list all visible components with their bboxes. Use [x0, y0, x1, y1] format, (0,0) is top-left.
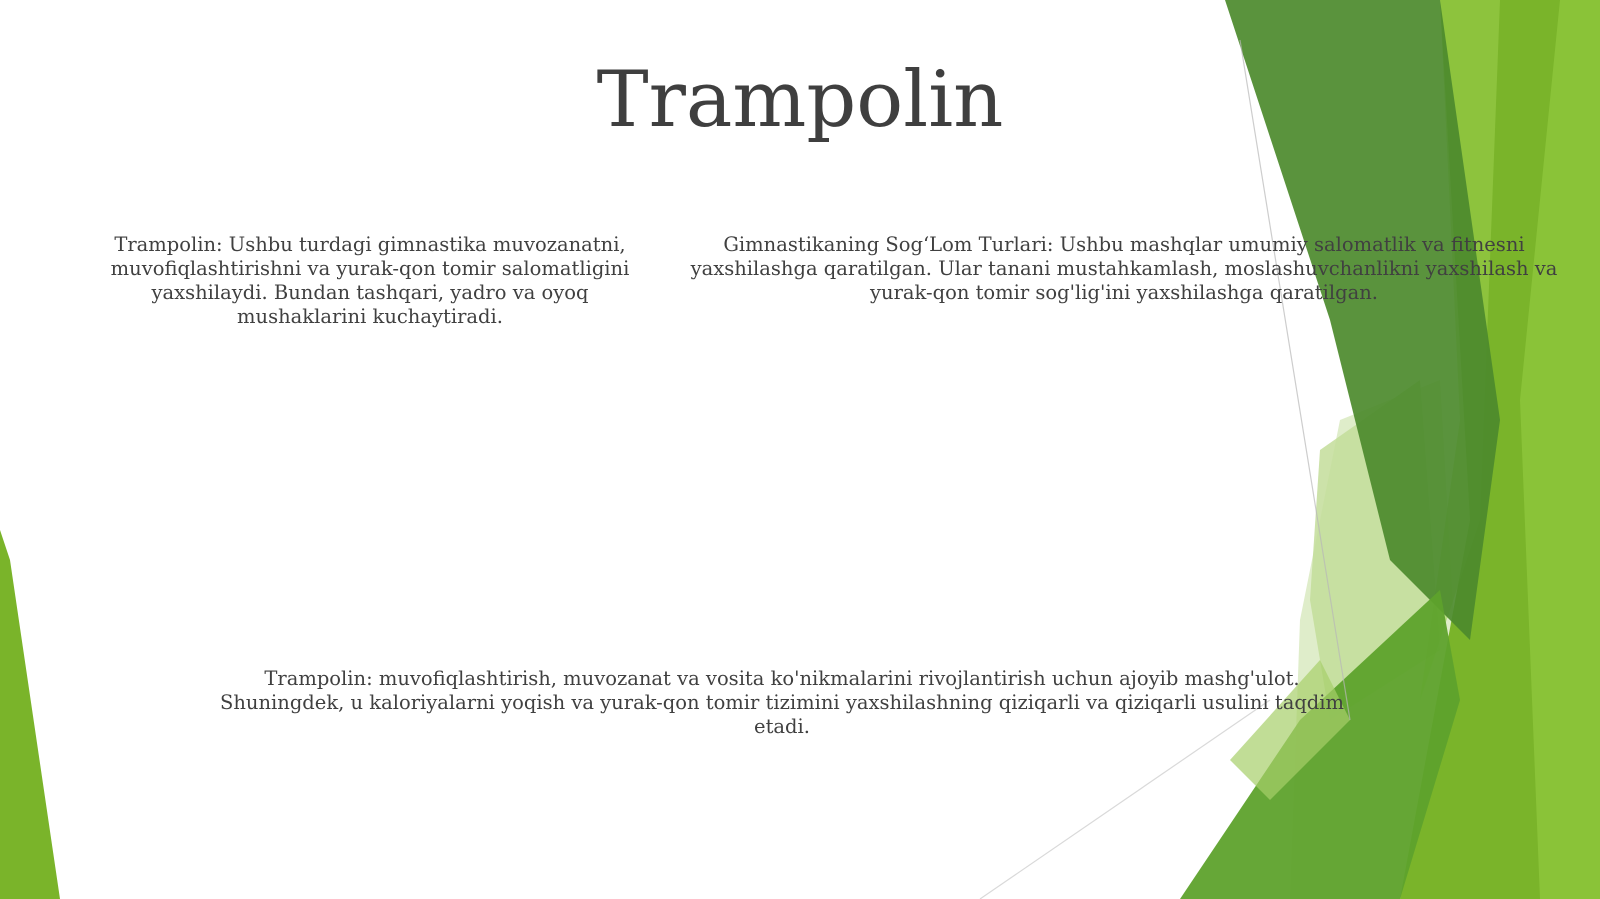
- bottom-text-block: Trampolin: muvofiqlashtirish, muvozanat va vosita ko'nikmalarini rivojlantirish uchun ajoyib mashg'ulot. Shuningdek, u kaloriyalarni yoqish va yurak-qon tomir tizimini yaxshilashning qiziqarli va qiziqarli usulini taqdim etadi.: [219, 667, 1345, 738]
- slide-title: [0, 52, 1600, 148]
- slide-title-text: Trampolin: [596, 55, 1004, 145]
- right-text-block: Gimnastikaning Sog‘Lom Turlari: Ushbu mashqlar umumiy salomatlik va fitnesni yaxshilashga qaratilgan. Ular tanani mustahkamlash, moslashuvchanlikni yaxshilash va yurak-qon tomir sog'lig'ini yaxshilashga qaratilgan.: [690, 233, 1558, 304]
- left-green-sliver: [0, 530, 60, 899]
- left-text-block: Trampolin: Ushbu turdagi gimnastika muvozanatni, muvofiqlashtirishni va yurak-qon tomir salomatligini yaxshilaydi. Bundan tashqari, yadro va oyoq mushaklarini kuchaytiradi.: [110, 233, 630, 328]
